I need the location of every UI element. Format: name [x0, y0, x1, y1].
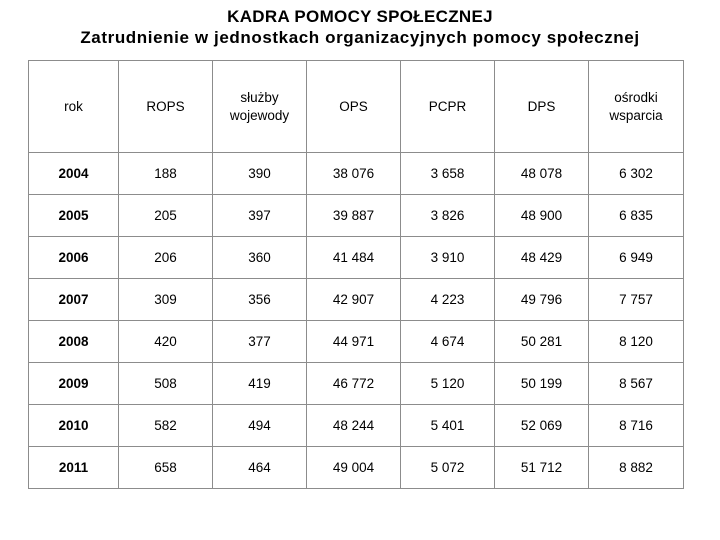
column-header-ops: OPS [307, 61, 401, 153]
cell-dps: 48 078 [495, 153, 589, 195]
cell-rops: 309 [119, 279, 213, 321]
cell-sluzby-wojewody: 390 [213, 153, 307, 195]
cell-rops: 508 [119, 363, 213, 405]
cell-ops: 46 772 [307, 363, 401, 405]
table-row [29, 405, 684, 447]
cell-ops: 41 484 [307, 237, 401, 279]
cell-ops: 48 244 [307, 405, 401, 447]
page-subtitle: Zatrudnienie w jednostkach organizacyjnych pomocy społecznej [80, 28, 640, 47]
cell-pcpr: 3 658 [401, 153, 495, 195]
cell-sluzby-wojewody: 356 [213, 279, 307, 321]
cell-sluzby-wojewody: 397 [213, 195, 307, 237]
cell-rops: 206 [119, 237, 213, 279]
cell-year: 2010 [29, 405, 119, 447]
cell-rops: 582 [119, 405, 213, 447]
table-row [29, 195, 684, 237]
table-row [29, 279, 684, 321]
page-title: KADRA POMOCY SPOŁECZNEJ [227, 7, 493, 26]
cell-dps: 51 712 [495, 447, 589, 489]
cell-pcpr: 5 120 [401, 363, 495, 405]
cell-osrodki-wsparcia: 6 835 [589, 195, 684, 237]
column-header-rops: ROPS [119, 61, 213, 153]
cell-year: 2008 [29, 321, 119, 363]
cell-osrodki-wsparcia: 8 882 [589, 447, 684, 489]
cell-rops: 205 [119, 195, 213, 237]
cell-sluzby-wojewody: 419 [213, 363, 307, 405]
cell-rops: 420 [119, 321, 213, 363]
cell-dps: 49 796 [495, 279, 589, 321]
cell-rops: 188 [119, 153, 213, 195]
table-row [29, 237, 684, 279]
column-header-sluzby-wojewody: służby wojewody [213, 61, 307, 153]
cell-osrodki-wsparcia: 8 567 [589, 363, 684, 405]
cell-sluzby-wojewody: 464 [213, 447, 307, 489]
cell-dps: 48 900 [495, 195, 589, 237]
cell-year: 2006 [29, 237, 119, 279]
column-header-rok: rok [29, 61, 119, 153]
cell-pcpr: 5 072 [401, 447, 495, 489]
cell-pcpr: 5 401 [401, 405, 495, 447]
cell-osrodki-wsparcia: 8 716 [589, 405, 684, 447]
cell-year: 2011 [29, 447, 119, 489]
employment-table [28, 60, 684, 489]
cell-year: 2005 [29, 195, 119, 237]
cell-pcpr: 3 910 [401, 237, 495, 279]
table-row [29, 447, 684, 489]
page-header [0, 6, 720, 48]
cell-ops: 38 076 [307, 153, 401, 195]
column-header-dps: DPS [495, 61, 589, 153]
cell-osrodki-wsparcia: 7 757 [589, 279, 684, 321]
cell-dps: 50 281 [495, 321, 589, 363]
table-row [29, 321, 684, 363]
cell-osrodki-wsparcia: 6 302 [589, 153, 684, 195]
column-header-osrodki-wsparcia: ośrodki wsparcia [589, 61, 684, 153]
cell-pcpr: 4 223 [401, 279, 495, 321]
cell-sluzby-wojewody: 494 [213, 405, 307, 447]
cell-sluzby-wojewody: 377 [213, 321, 307, 363]
cell-osrodki-wsparcia: 6 949 [589, 237, 684, 279]
cell-dps: 48 429 [495, 237, 589, 279]
cell-pcpr: 3 826 [401, 195, 495, 237]
table-header-row [29, 61, 684, 153]
cell-sluzby-wojewody: 360 [213, 237, 307, 279]
cell-ops: 44 971 [307, 321, 401, 363]
cell-osrodki-wsparcia: 8 120 [589, 321, 684, 363]
column-header-pcpr: PCPR [401, 61, 495, 153]
cell-dps: 52 069 [495, 405, 589, 447]
cell-year: 2004 [29, 153, 119, 195]
table-row [29, 153, 684, 195]
cell-year: 2007 [29, 279, 119, 321]
cell-dps: 50 199 [495, 363, 589, 405]
cell-rops: 658 [119, 447, 213, 489]
cell-ops: 39 887 [307, 195, 401, 237]
table-row [29, 363, 684, 405]
cell-year: 2009 [29, 363, 119, 405]
cell-ops: 42 907 [307, 279, 401, 321]
cell-ops: 49 004 [307, 447, 401, 489]
cell-pcpr: 4 674 [401, 321, 495, 363]
